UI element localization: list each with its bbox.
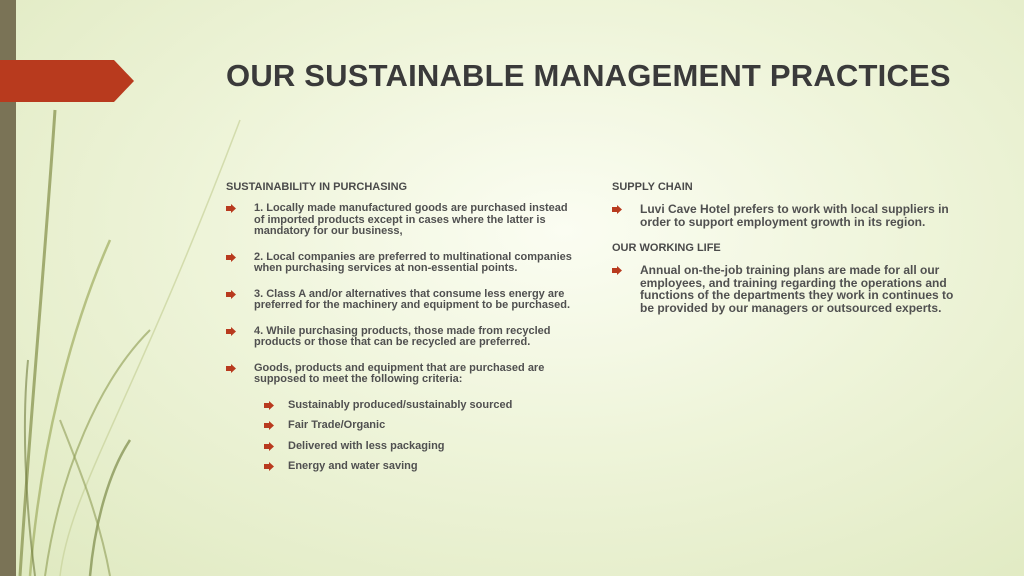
- arrow-bullet-icon: [226, 327, 238, 337]
- arrow-bullet-icon: [264, 462, 276, 472]
- criteria-item: [226, 461, 576, 473]
- list-item-text: 4. While purchasing products, those made from recycled products or those that can be recycled are preferred.: [254, 324, 551, 348]
- arrow-bullet-icon: [226, 253, 238, 263]
- supply-chain-heading: SUPPLY CHAIN: [612, 181, 693, 193]
- list-item-text: 3. Class A and/or alternatives that consume less energy are preferred for the machinery and equipment to be purchased.: [254, 287, 571, 311]
- arrow-bullet-icon: [226, 364, 238, 374]
- arrow-bullet-icon: [264, 421, 276, 431]
- arrow-bullet-icon: [226, 290, 238, 300]
- arrow-bullet-icon: [264, 401, 276, 411]
- criteria-item-text: Fair Trade/Organic: [288, 419, 386, 431]
- purchasing-heading: SUSTAINABILITY IN PURCHASING: [226, 181, 408, 193]
- purchasing-column: [226, 181, 576, 482]
- arrow-bullet-icon: [264, 442, 276, 452]
- list-item: [226, 252, 576, 275]
- arrow-bullet-icon: [612, 204, 624, 214]
- page-title: OUR SUSTAINABLE MANAGEMENT PRACTICES: [226, 58, 951, 93]
- criteria-item-text: Sustainably produced/sustainably sourced: [288, 398, 513, 411]
- list-item: [612, 203, 962, 228]
- list-item: [226, 289, 576, 312]
- title-accent-arrow: [0, 60, 134, 102]
- criteria-item: [226, 441, 576, 453]
- arrow-bullet-icon: [226, 204, 238, 214]
- list-item: [226, 326, 576, 349]
- criteria-item: [226, 420, 576, 432]
- criteria-item-text: Energy and water saving: [288, 460, 418, 472]
- list-item-text: 2. Local companies are preferred to multinational companies when purchasing services at non-essential points.: [254, 250, 572, 274]
- list-item: [612, 264, 962, 314]
- criteria-item: [226, 400, 576, 412]
- arrow-bullet-icon: [612, 265, 624, 275]
- list-item-text: Annual on-the-job training plans are made for all our employees, and training regarding the operations and functions of the departments they work in continues to be provided by our managers or outsourced experts.: [640, 263, 954, 315]
- list-item-text: Luvi Cave Hotel prefers to work with local suppliers in order to support employment growth in its region.: [640, 202, 949, 229]
- criteria-item-text: Delivered with less packaging: [288, 439, 445, 452]
- list-item: [226, 363, 576, 386]
- list-item-text: Goods, products and equipment that are purchased are supposed to meet the following criteria:: [254, 361, 545, 385]
- supply-working-column: [612, 181, 962, 328]
- list-item: [226, 203, 576, 238]
- working-life-heading: OUR WORKING LIFE: [612, 242, 721, 254]
- list-item-text: 1. Locally made manufactured goods are purchased instead of imported products except in cases where the latter is mandatory for our business,: [254, 202, 568, 237]
